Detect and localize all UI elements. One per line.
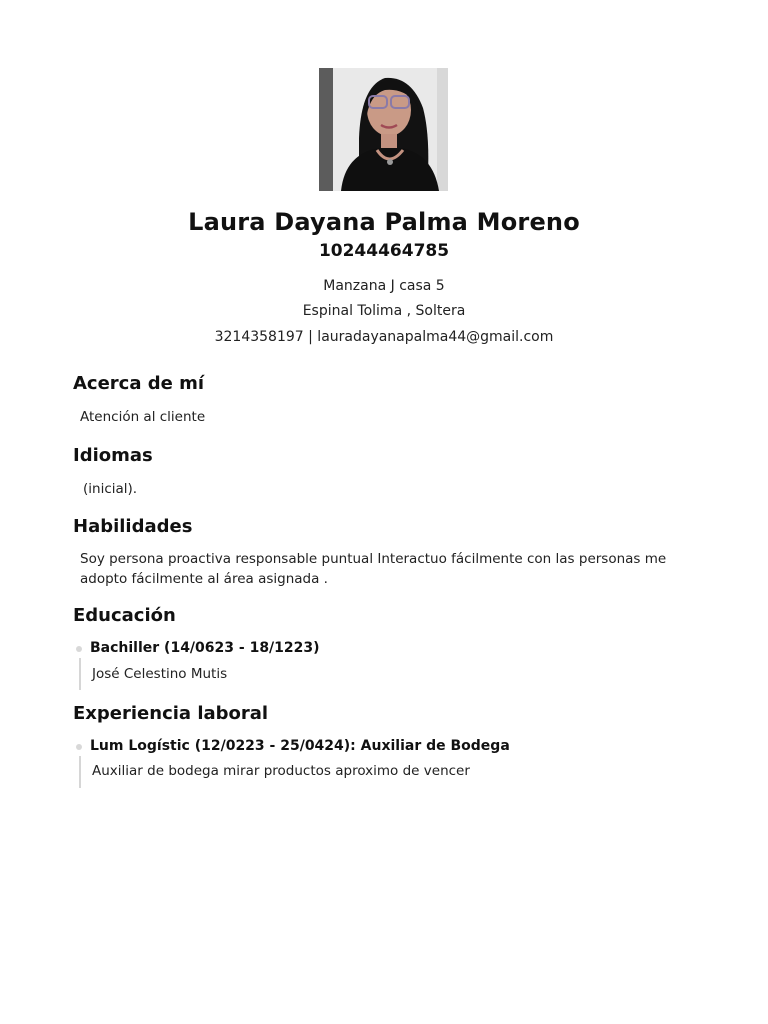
city-line: Espinal Tolima , Soltera [302,303,466,319]
experience-item-heading: Lum Logístic (12/0223 - 25/0424): Auxiliar de Bodega [90,738,510,754]
education-item-line [79,658,81,690]
education-item-detail: José Celestino Mutis [92,666,228,682]
about-title: Acerca de mí [73,373,205,394]
about-text: Atención al cliente [80,409,206,425]
experience-title: Experiencia laboral [73,703,269,724]
languages-text: (inicial). [83,481,138,497]
skills-text: Soy persona proactiva responsable puntual Interactuo fácilmente con las personas me adopto fácilmente al área asignada . [80,551,667,587]
profile-photo-image [319,68,448,191]
languages-title: Idiomas [73,445,153,466]
contact-line: 3214358197 | lauradayanapalma44@gmail.com [214,329,554,345]
skills-title: Habilidades [73,516,193,537]
address-line: Manzana J casa 5 [323,278,445,294]
education-bullet [76,646,82,652]
full-name: Laura Dayana Palma Moreno [188,208,580,236]
profile-photo [319,68,448,191]
education-title: Educación [73,605,176,626]
education-item-heading: Bachiller (14/0623 - 18/1223) [90,640,320,656]
id-number: 10244464785 [318,241,450,261]
experience-item-line [79,756,81,788]
experience-item-detail: Auxiliar de bodega mirar productos aproximo de vencer [92,763,470,779]
experience-bullet [76,744,82,750]
